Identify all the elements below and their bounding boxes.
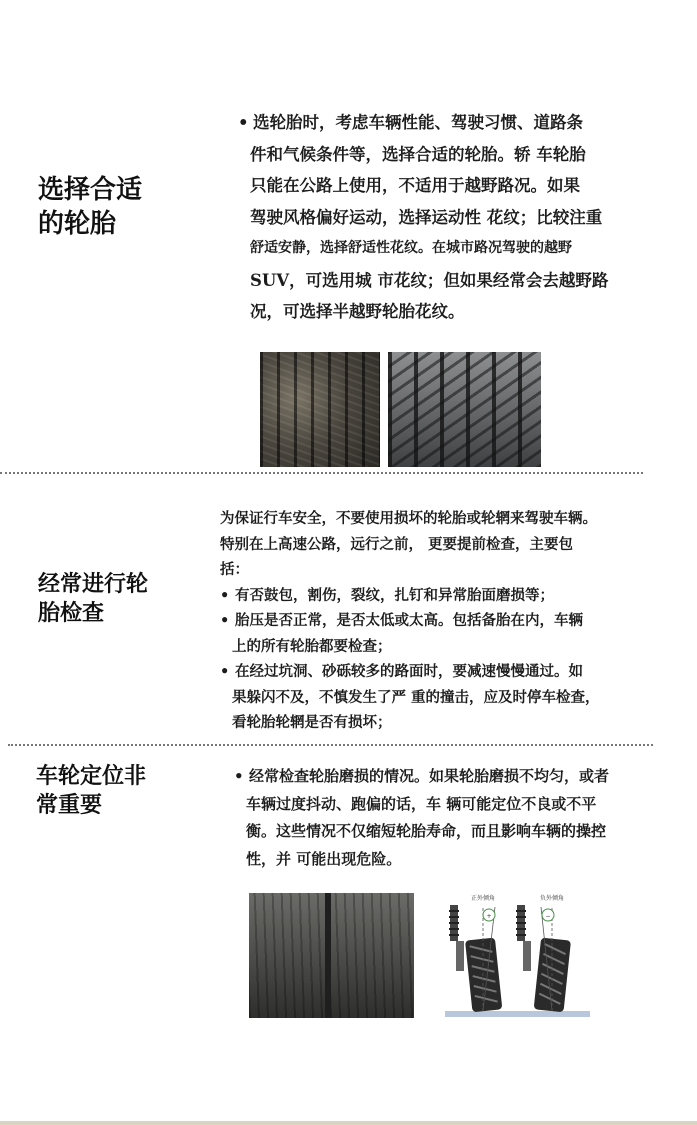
tire-inspection-paragraph bbox=[220, 506, 660, 736]
bullet-marker: • bbox=[234, 767, 244, 785]
paragraph-line: 括： bbox=[220, 561, 249, 578]
wheel-alignment-paragraph bbox=[234, 763, 662, 873]
paragraph-line: 特别在上高速公路，远行之前， 更要提前检查，主要包 bbox=[220, 535, 574, 553]
bullet-marker: • bbox=[220, 612, 230, 629]
heading-line: 车轮定位非 bbox=[36, 764, 147, 789]
list-item bbox=[220, 659, 660, 685]
positive-camber-label: 正外倾角 bbox=[470, 895, 496, 902]
paragraph-line: SUV，可选用城 市花纹；但如果经常会去越野路 bbox=[250, 270, 609, 290]
worn-tire-tread-photo bbox=[260, 352, 380, 467]
list-item bbox=[220, 608, 660, 634]
paragraph-line: 件和气候条件等，选择合适的轮胎。轿 车轮胎 bbox=[250, 144, 586, 164]
list-item-text: 在经过坑洞、砂砾较多的路面时，要减速慢慢通过。如 bbox=[235, 663, 583, 680]
camber-diagram bbox=[445, 893, 590, 1020]
heading-line: 的轮胎 bbox=[38, 209, 117, 240]
paragraph-line: 车辆过度抖动、跑偏的话，车 辆可能定位不良或不平 bbox=[246, 794, 597, 813]
paragraph-line: 性，并 可能出现危险。 bbox=[246, 849, 402, 868]
bullet-marker: • bbox=[238, 113, 249, 132]
list-item-text: 胎压是否正常，是否太低或太高。包括备胎在内，车辆 bbox=[235, 612, 583, 629]
list-item-text: 看轮胎轮辋是否有损坏； bbox=[232, 714, 392, 731]
positive-sign: + bbox=[486, 913, 492, 920]
section-divider bbox=[0, 472, 643, 474]
negative-camber-label: 负外倾角 bbox=[539, 895, 565, 902]
tire-selection-paragraph bbox=[238, 107, 663, 328]
ground-plate bbox=[445, 1011, 590, 1017]
list-item bbox=[220, 583, 660, 609]
new-tire-tread-photo bbox=[388, 352, 541, 467]
bullet-marker: • bbox=[220, 586, 230, 604]
footer-bar bbox=[0, 1121, 697, 1125]
section-heading-tire-inspection bbox=[38, 570, 178, 628]
paragraph-line: 为保证行车安全，不要使用损坏的轮胎或轮辋来驾驶车辆。 bbox=[220, 510, 597, 527]
uneven-wear-tire-photo bbox=[249, 893, 414, 1018]
negative-sign: − bbox=[545, 913, 551, 920]
paragraph-line: 只能在公路上使用，不适用于越野路况。如果 bbox=[250, 176, 580, 195]
paragraph-line: 衡。这些情况不仅缩短轮胎寿命，而且影响车辆的操控 bbox=[246, 822, 607, 840]
paragraph-line: 况，可选择半越野轮胎花纹。 bbox=[250, 302, 465, 321]
bullet-marker: • bbox=[220, 663, 230, 680]
negative-camber-assembly bbox=[516, 894, 571, 1012]
paragraph-line: 经常检查轮胎磨损的情况。如果轮胎磨损不均匀，或者 bbox=[249, 767, 610, 785]
section-heading-tire-selection bbox=[38, 173, 168, 242]
section-heading-wheel-alignment bbox=[36, 762, 176, 820]
list-item-text: 上的所有轮胎都要检查； bbox=[232, 637, 392, 655]
list-item-text: 有否鼓包，割伤，裂纹，扎钉和异常胎面磨损等； bbox=[235, 586, 554, 604]
paragraph-line: 舒适安静，选择舒适性花纹。在城市路况驾驶的越野 bbox=[250, 240, 572, 256]
heading-line: 选择合适 bbox=[38, 175, 143, 205]
heading-line: 常重要 bbox=[36, 793, 103, 819]
paragraph-line: 选轮胎时，考虑车辆性能、驾驶习惯、道路条 bbox=[253, 113, 583, 132]
paragraph-line: 驾驶风格偏好运动，选择运动性 花纹；比较注重 bbox=[250, 207, 603, 227]
section-divider bbox=[8, 744, 653, 746]
list-item-text: 果躲闪不及，不慎发生了严 重的撞击，应及时停车检查， bbox=[232, 688, 600, 706]
heading-line: 经常进行轮 bbox=[38, 572, 149, 597]
heading-line: 胎检查 bbox=[38, 601, 105, 627]
positive-camber-assembly bbox=[449, 894, 502, 1012]
